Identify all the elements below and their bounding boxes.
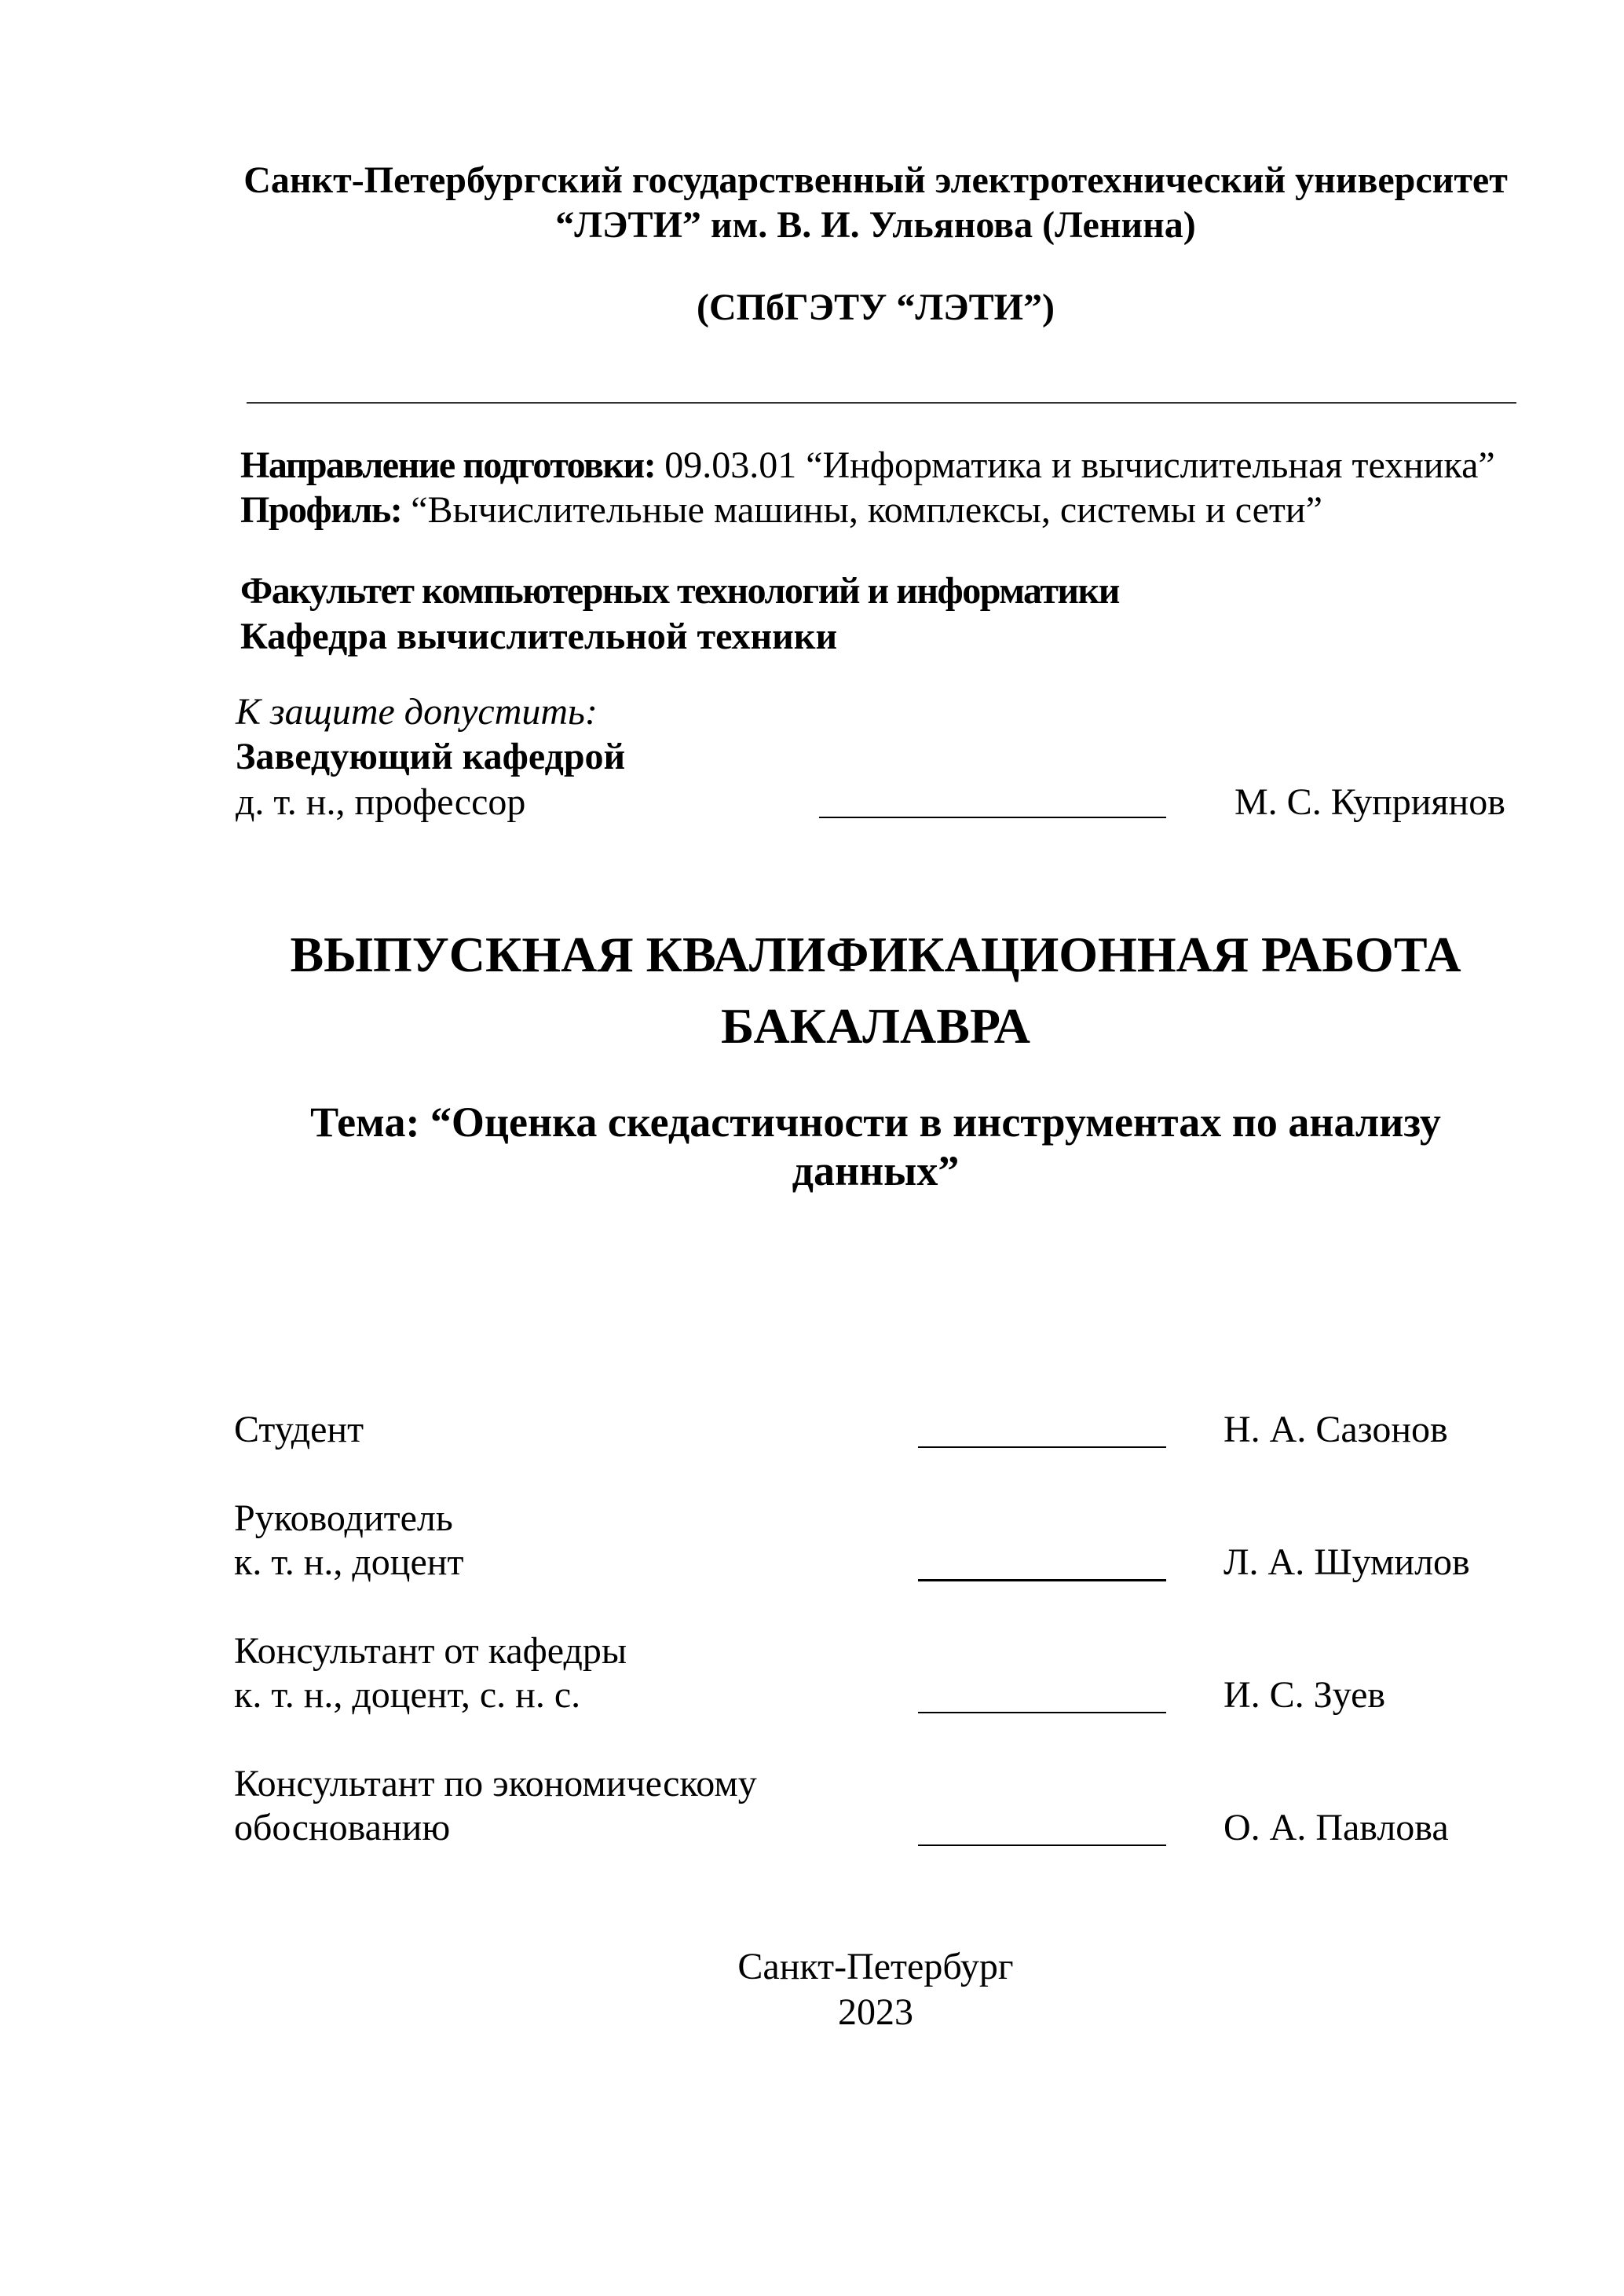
profile-line (240, 488, 1322, 532)
direction-value: 09.03.01 “Информатика и вычислительная техника” (655, 444, 1495, 486)
signature-name: О. А. Павлова (1223, 1807, 1449, 1848)
department: Кафедра вычислительной техники (240, 616, 838, 657)
work-type-line1: ВЫПУСКНАЯ КВАЛИФИКАЦИОННАЯ РАБОТА (290, 927, 1461, 982)
signature-name: Н. А. Сазонов (1223, 1409, 1448, 1450)
direction-label: Направление подготовки: (240, 444, 656, 486)
signature-line (918, 1844, 1166, 1846)
signature-line (918, 1712, 1166, 1713)
signature-name: Л. А. Шумилов (1223, 1541, 1470, 1583)
signature-role: Руководитель (234, 1497, 453, 1539)
direction-line (240, 443, 1495, 488)
work-type-line2: БАКАЛАВРА (720, 998, 1031, 1054)
university-abbreviation: (СПбГЭТУ “ЛЭТИ”) (697, 287, 1055, 328)
signature-line (918, 1579, 1166, 1581)
signature-degree: к. т. н., доцент, с. н. с. (234, 1674, 581, 1716)
faculty: Факультет компьютерных технологий и информатики (240, 570, 1119, 612)
head-signature-line (819, 817, 1166, 818)
signature-role: Консультант от кафедры (234, 1630, 627, 1672)
admit-label: К защите допустить: (236, 691, 598, 733)
signature-role: Консультант по экономическому (234, 1763, 757, 1804)
topic-line1: Тема: “Оценка скедастичности в инструментах по анализу (310, 1099, 1441, 1146)
university-name-line2: “ЛЭТИ” им. В. И. Ульянова (Ленина) (555, 204, 1196, 246)
university-name-line1: Санкт-Петербургский государственный электротехнический университет (243, 159, 1508, 201)
head-name: М. С. Куприянов (1234, 781, 1505, 823)
head-degree: д. т. н., профессор (236, 781, 526, 823)
signature-name: И. С. Зуев (1223, 1674, 1386, 1716)
profile-label: Профиль: (240, 489, 402, 531)
head-title: Заведующий кафедрой (236, 736, 626, 777)
signature-degree: обоснованию (234, 1807, 451, 1848)
profile-value: “Вычислительные машины, комплексы, системы и сети” (401, 489, 1322, 531)
header-divider (247, 402, 1516, 404)
signature-role: Студент (234, 1409, 364, 1450)
signature-line (918, 1446, 1166, 1448)
footer-city: Санкт-Петербург (737, 1946, 1014, 1987)
topic-line2: данных” (792, 1147, 960, 1194)
footer-year: 2023 (838, 1991, 913, 2033)
signature-degree: к. т. н., доцент (234, 1541, 464, 1583)
